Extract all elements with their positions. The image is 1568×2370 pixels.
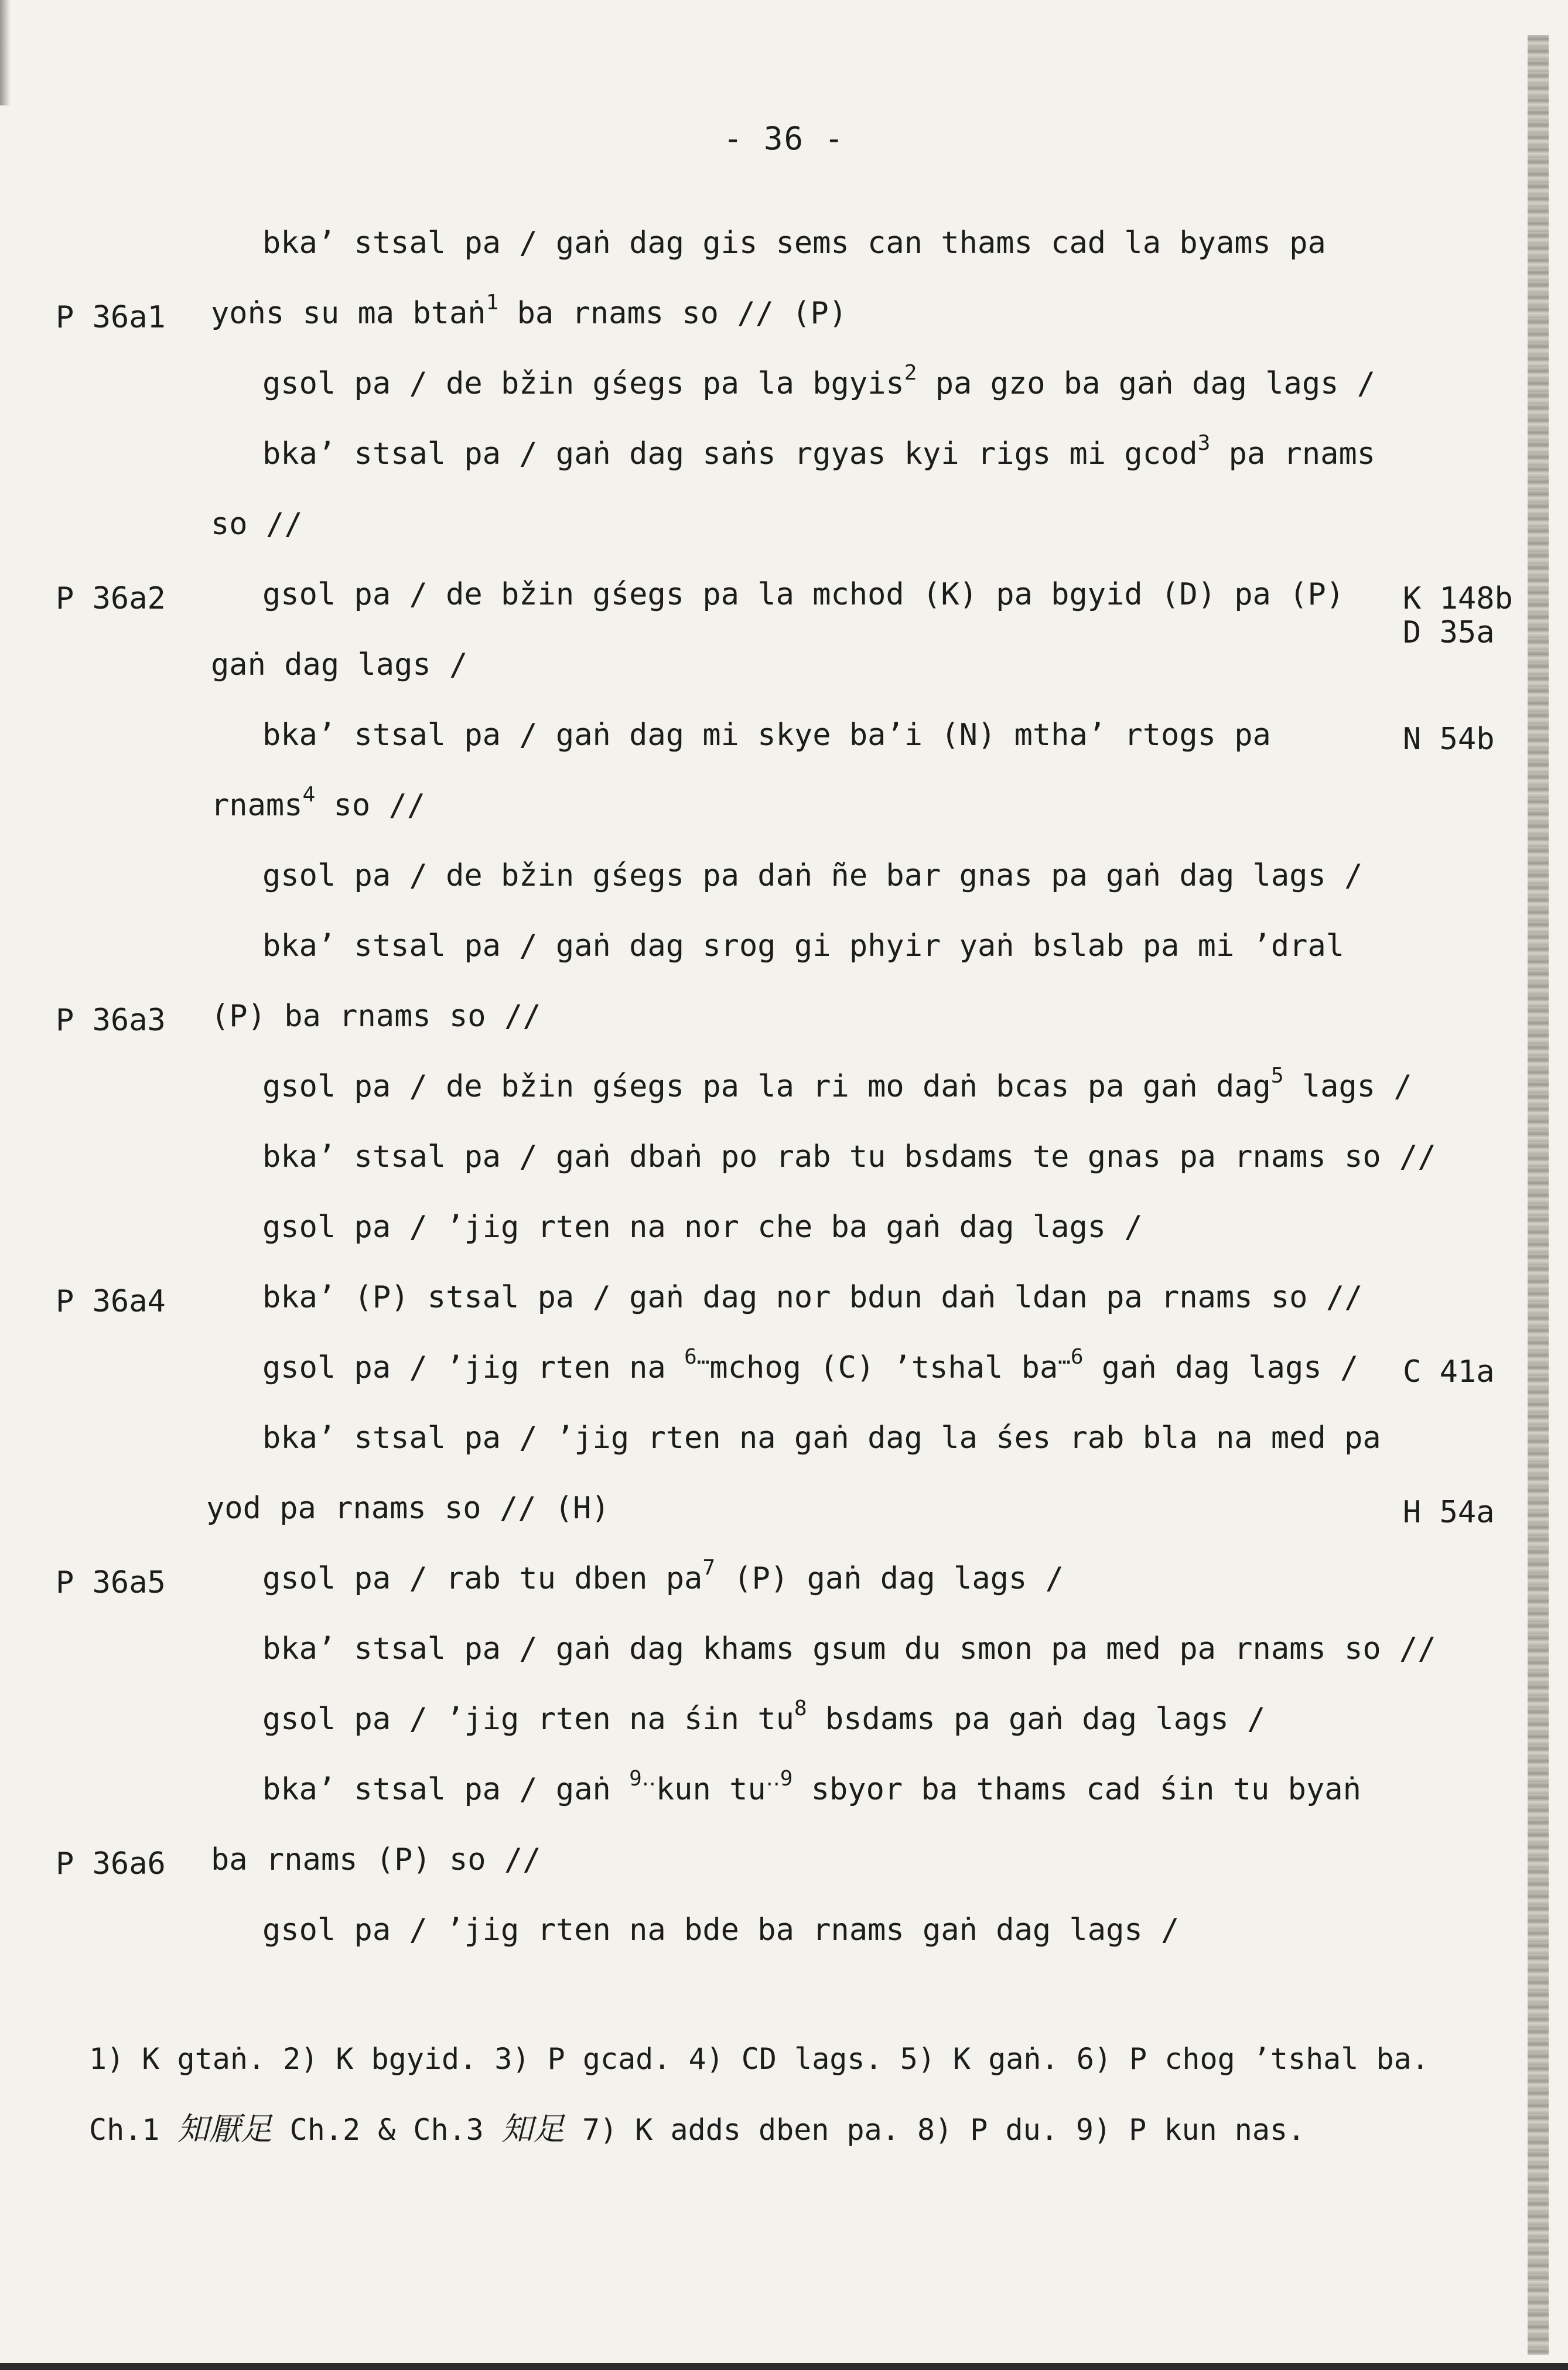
text-line-15: gsol pa / ʼjig rten na nor che ba gaṅ dag lags /	[262, 1210, 1143, 1245]
chinese-handwriting-2: 知足	[501, 2111, 565, 2147]
text-line-10: gsol pa / de bžin gśegs pa daṅ ñe bar gnas pa gaṅ dag lags /	[262, 858, 1363, 893]
folio-marker-left: P 36a6	[56, 1846, 166, 1881]
text-line-18: bkaʼ stsal pa / ʼjig rten na gaṅ dag la śes rab bla na med pa	[262, 1420, 1381, 1456]
folio-marker-right: H 54a	[1403, 1495, 1495, 1530]
text-line-17: gsol pa / ʼjig rten na $^{6\dots}$mchog (C) ʼtshal $ba^{\dots 6}$ gaṅ dag lags /	[262, 1345, 1359, 1385]
text-line-22: gsol pa / ʼjig rten na śin $tu^8$ bsdams pa gaṅ dag lags /	[262, 1696, 1266, 1737]
folio-marker-right: C 41a	[1403, 1354, 1495, 1389]
folio-marker-right: N 54b	[1403, 722, 1495, 757]
text-line-1: bkaʼ stsal pa / gaṅ dag gis sems can thams cad la byams pa	[262, 226, 1326, 261]
text-line-13: gsol pa / de bžin gśegs pa la ri mo daṅ bcas pa gaṅ dag$^5$ lags /	[262, 1064, 1412, 1104]
text-line-2: yoṅs su ma btaṅ$^1$ ba rnams so // (P)	[211, 291, 848, 331]
text-line-21: bkaʼ stsal pa / gaṅ dag khams gsum du smon pa med pa rnams so //	[262, 1631, 1436, 1666]
footnote-line-1: 1) K gtaṅ. 2) K bgyid. 3) P gcad. 4) CD lags. 5) K gaṅ. 6) P chog ʼtshal ba.	[89, 2042, 1429, 2076]
folio-marker-right: D 35a	[1403, 615, 1495, 650]
page-number: - 36 -	[723, 120, 845, 157]
folio-marker-left: P 36a2	[56, 581, 166, 616]
text-line-20: gsol pa / rab tu dben $pa^7$ (P) gaṅ dag lags /	[262, 1556, 1064, 1596]
scan-edge-bottom	[0, 2363, 1568, 2370]
text-line-9: rnams$^4$ so //	[211, 783, 426, 823]
folio-marker-left: P 36a4	[56, 1284, 166, 1319]
chinese-handwriting-1: 知厭足	[177, 2111, 272, 2147]
folio-marker-right: K 148b	[1403, 581, 1513, 616]
text-line-6: gsol pa / de bžin gśegs pa la mchod (K) pa bgyid (D) pa (P)	[262, 577, 1345, 612]
text-line-14: bkaʼ stsal pa / gaṅ dbaṅ po rab tu bsdams te gnas pa rnams so //	[262, 1139, 1436, 1174]
text-line-16: bkaʼ (P) stsal pa / gaṅ dag nor bdun daṅ ldan pa rnams so //	[262, 1280, 1363, 1315]
folio-marker-left: P 36a1	[56, 300, 166, 335]
folio-marker-left: P 36a5	[56, 1565, 166, 1600]
text-line-12: (P) ba rnams so //	[211, 999, 541, 1034]
text-line-23: bkaʼ stsal pa / gaṅ $^{9‥}$kun $tu^{‥9}$ sbyor ba thams cad śin tu byaṅ	[262, 1767, 1361, 1807]
text-line-7: gaṅ dag lags /	[211, 647, 468, 682]
scan-edge-left	[0, 0, 11, 105]
text-line-3: gsol pa / de bžin gśegs pa la bgyis$^2$ pa gzo ba gaṅ dag lags /	[262, 361, 1376, 401]
text-line-24: ba rnams (P) so //	[211, 1842, 541, 1877]
text-line-4: bkaʼ stsal pa / gaṅ dag saṅs rgyas kyi rigs mi gcod$^3$ pa rnams	[262, 431, 1376, 472]
text-line-19: yod pa rnams so // (H)	[206, 1491, 610, 1526]
text-line-8: bkaʼ stsal pa / gaṅ dag mi skye baʼi (N) mthaʼ rtogs pa	[262, 718, 1271, 753]
text-line-5: so //	[211, 507, 303, 542]
footnote-line-2: Ch.1 知厭足 Ch.2 & Ch.3 知足 7) K adds dben pa. 8) P du. 9) P kun nas.	[89, 2111, 1306, 2147]
scan-edge-right	[1528, 35, 1549, 2355]
text-line-25: gsol pa / ʼjig rten na bde ba rnams gaṅ dag lags /	[262, 1913, 1180, 1948]
text-line-11: bkaʼ stsal pa / gaṅ dag srog gi phyir yaṅ bslab pa mi ʼdral	[262, 928, 1345, 964]
folio-marker-left: P 36a3	[56, 1003, 166, 1038]
